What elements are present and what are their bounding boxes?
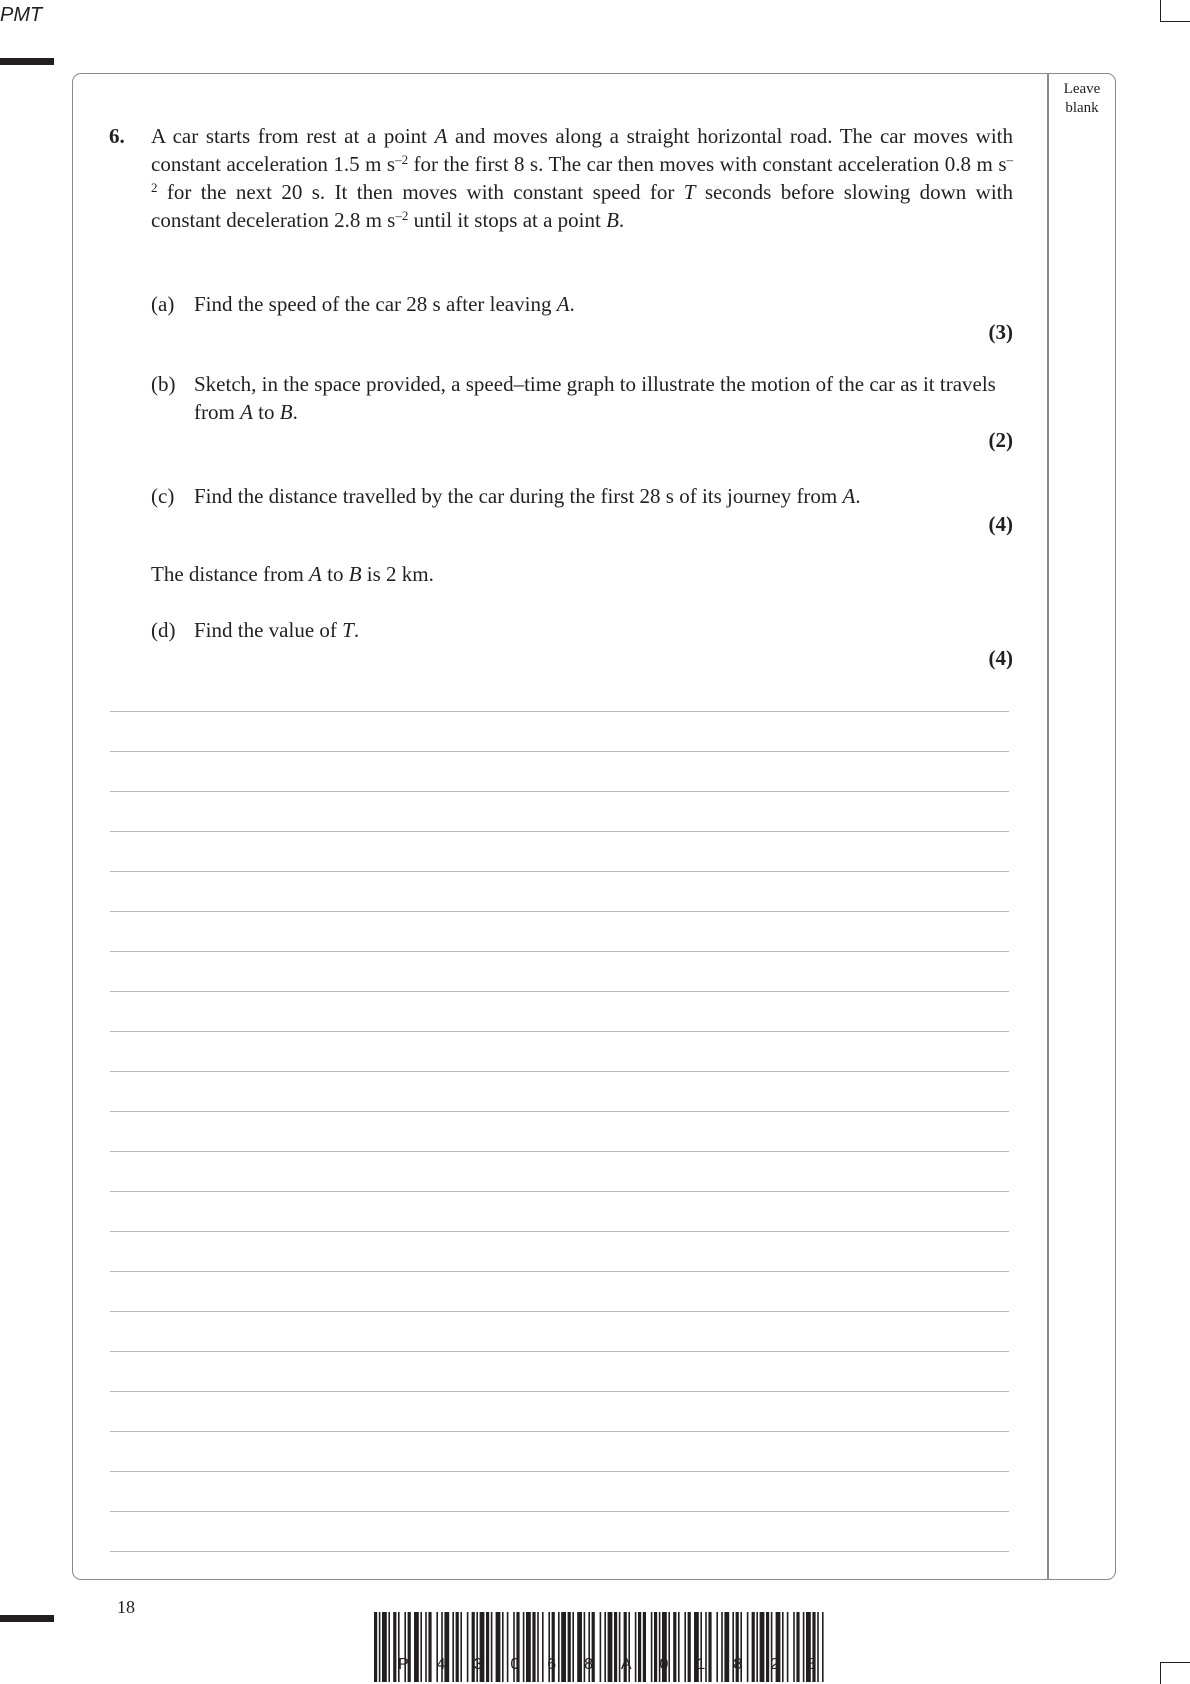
answer-line xyxy=(110,1031,1009,1032)
answer-line xyxy=(110,1071,1009,1072)
answer-line xyxy=(110,1271,1009,1272)
part-b-text: Sketch, in the space provided, a speed–time graph to illustrate the motion of the car as it travels from A to B. xyxy=(194,372,996,424)
pmt-tag: PMT xyxy=(0,4,43,26)
stem-text: A car starts from rest at a point xyxy=(151,124,435,148)
barcode-bar xyxy=(822,1612,824,1682)
barcode-char: 3 xyxy=(473,1656,483,1673)
answer-line xyxy=(110,831,1009,832)
crop-mark-top-v xyxy=(1160,0,1161,22)
answer-line xyxy=(110,911,1009,912)
stem-text: seconds before slowing down with constant deceleration 2.8 m s xyxy=(151,180,1013,232)
barcode-char: A xyxy=(620,1656,632,1673)
barcode-char: 8 xyxy=(584,1656,593,1673)
point-b: B xyxy=(606,208,619,232)
info-line: The distance from A to B is 2 km. xyxy=(151,562,434,586)
part-c-marks: (4) xyxy=(988,512,1013,536)
crop-mark-bottom-h xyxy=(1161,1662,1190,1663)
point-a: A xyxy=(434,124,448,148)
answer-line xyxy=(110,1511,1009,1512)
answer-line xyxy=(110,1111,1009,1112)
exponent: –2 xyxy=(395,208,409,223)
part-c-label: (c) xyxy=(151,484,175,508)
part-a-label: (a) xyxy=(151,292,175,316)
stem-text: and moves along a straight horizontal road. The car moves with constant acceleration 1.5 m s xyxy=(151,124,1013,176)
barcode-bar xyxy=(374,1612,377,1682)
answer-line xyxy=(110,1231,1009,1232)
question-number: 6. xyxy=(109,124,125,148)
barcode-char: 8 xyxy=(733,1656,743,1673)
barcode-char: 0 xyxy=(510,1656,520,1673)
part-b-label: (b) xyxy=(151,372,176,396)
part-d-text: Find the value of T. xyxy=(194,618,360,642)
part-d-marks: (4) xyxy=(988,646,1013,670)
barcode-char: 2 xyxy=(770,1656,780,1673)
part-a-text: Find the speed of the car 28 s after leaving A. xyxy=(194,292,575,316)
barcode-char: 6 xyxy=(547,1656,557,1673)
crop-mark-bottom-v xyxy=(1160,1662,1161,1684)
barcode-char: 1 xyxy=(696,1656,706,1673)
answer-line xyxy=(110,1351,1009,1352)
exponent: –2 xyxy=(395,152,409,167)
exponent: –2 xyxy=(151,152,1013,195)
stem-text: for the first 8 s. The car then moves with constant acceleration 0.8 m s xyxy=(408,152,1007,176)
answer-line xyxy=(110,1431,1009,1432)
page-number: 18 xyxy=(117,1597,135,1617)
answer-line xyxy=(110,1471,1009,1472)
leave-blank-label: Leave blank xyxy=(1063,81,1101,116)
part-a-marks: (3) xyxy=(988,320,1013,344)
stem-text: until it stops at a point xyxy=(408,208,607,232)
barcode-bar xyxy=(379,1612,381,1682)
barcode-char: 8 xyxy=(806,1656,816,1673)
answer-line xyxy=(110,1551,1009,1552)
stem-text: for the next 20 s. It then moves with constant speed for xyxy=(157,180,684,204)
side-mark-bottom xyxy=(0,1615,54,1622)
answer-line xyxy=(110,711,1009,712)
answer-line xyxy=(110,991,1009,992)
variable-t: T xyxy=(683,180,696,204)
part-c-text: Find the distance travelled by the car during the first 28 s of its journey from A. xyxy=(194,484,861,508)
barcode-char: P xyxy=(398,1656,409,1673)
part-b-marks: (2) xyxy=(988,428,1013,452)
leave-blank-divider xyxy=(1047,74,1049,1579)
part-d-label: (d) xyxy=(151,618,176,642)
barcode-char: 4 xyxy=(436,1656,446,1673)
barcode-bar xyxy=(382,1612,387,1682)
stem-text: . xyxy=(618,208,625,232)
barcode-bar xyxy=(388,1612,390,1682)
answer-line xyxy=(110,951,1009,952)
barcode-text xyxy=(398,1656,816,1674)
answer-line xyxy=(110,1391,1009,1392)
question-stem xyxy=(151,122,1013,234)
answer-line xyxy=(110,1151,1009,1152)
answer-line xyxy=(110,1311,1009,1312)
barcode-bar xyxy=(393,1612,396,1682)
side-mark-top xyxy=(0,58,54,65)
barcode-char: 0 xyxy=(659,1656,669,1673)
answer-line xyxy=(110,871,1009,872)
answer-line xyxy=(110,1191,1009,1192)
barcode-bar xyxy=(817,1612,819,1682)
crop-mark-top-h xyxy=(1161,21,1190,22)
answer-line xyxy=(110,751,1009,752)
answer-line xyxy=(110,791,1009,792)
